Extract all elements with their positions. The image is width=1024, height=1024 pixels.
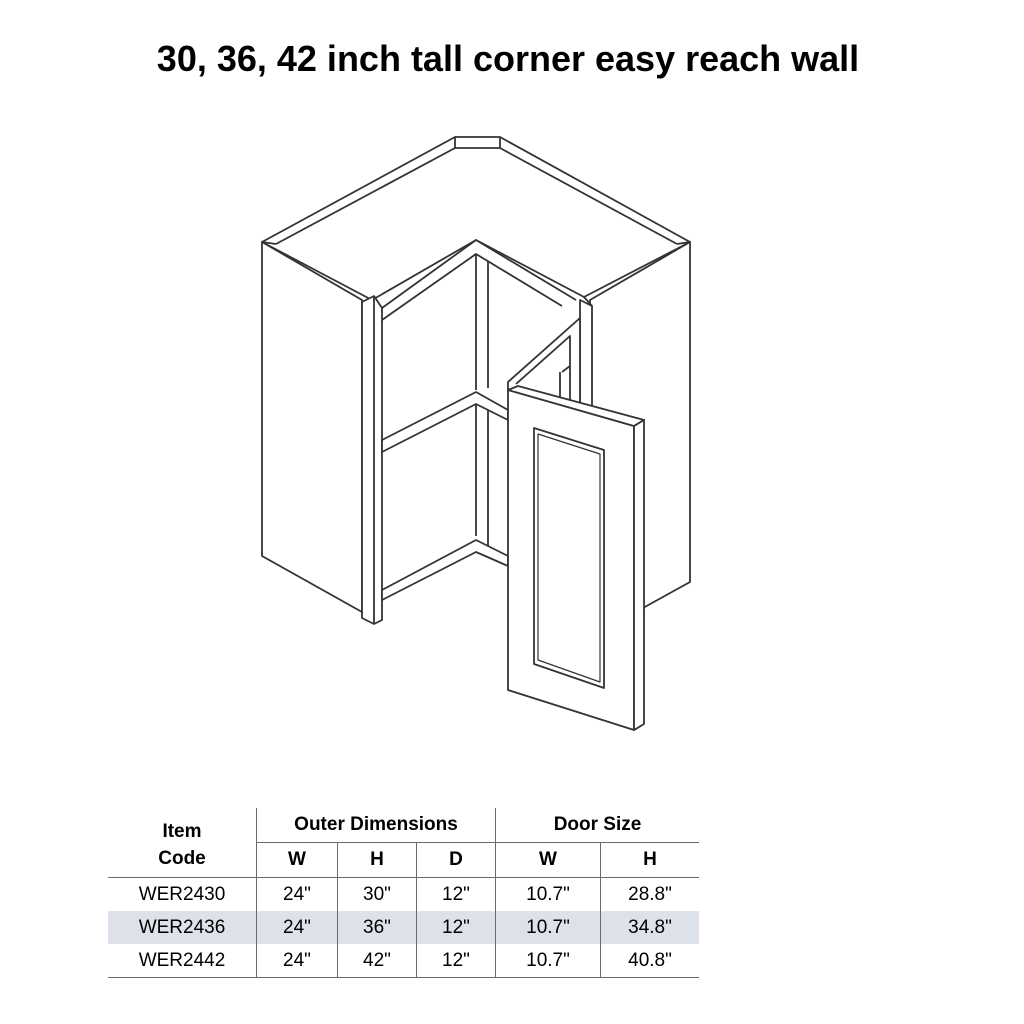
outer-width: 24" xyxy=(257,911,338,944)
door-height: 28.8" xyxy=(601,878,700,912)
left-stile xyxy=(362,296,382,624)
door-height: 40.8" xyxy=(601,944,700,978)
page-title: 30, 36, 42 inch tall corner easy reach wall xyxy=(156,38,860,79)
door-width: 10.7" xyxy=(496,878,601,912)
item-code: WER2436 xyxy=(108,911,257,944)
item-code-header: Item Code xyxy=(158,820,206,869)
subheader-w: W xyxy=(257,843,338,878)
item-code: WER2430 xyxy=(138,883,226,905)
subheader-door-h: H xyxy=(601,843,700,878)
outer-depth: 12" xyxy=(417,878,496,912)
outer-height: 30" xyxy=(338,878,417,912)
door-width: 10.7" xyxy=(496,944,601,978)
outer-height: 36" xyxy=(338,911,417,944)
subheader-h: H xyxy=(338,843,417,878)
table-row xyxy=(108,878,699,912)
subheader-d: D xyxy=(417,843,496,878)
door-width: 10.7" xyxy=(496,911,601,944)
dimensions-table xyxy=(108,808,699,978)
table-row xyxy=(108,944,699,978)
door-size-header: Door Size xyxy=(496,808,700,843)
cabinet-shelf xyxy=(382,392,508,452)
outer-depth: 12" xyxy=(417,911,496,944)
outer-width: 24" xyxy=(257,944,338,978)
item-code: WER2442 xyxy=(138,949,226,971)
outer-height: 42" xyxy=(338,944,417,978)
cabinet-bottom xyxy=(382,540,508,600)
outer-depth: 12" xyxy=(417,944,496,978)
cabinet-door xyxy=(508,390,634,730)
outer-width: 24" xyxy=(257,878,338,912)
outer-dimensions-header: Outer Dimensions xyxy=(257,808,496,843)
subheader-door-w: W xyxy=(496,843,601,878)
door-height: 34.8" xyxy=(601,911,700,944)
right-stile xyxy=(580,300,592,410)
cabinet-left-side xyxy=(262,242,362,612)
table-row xyxy=(108,911,699,944)
